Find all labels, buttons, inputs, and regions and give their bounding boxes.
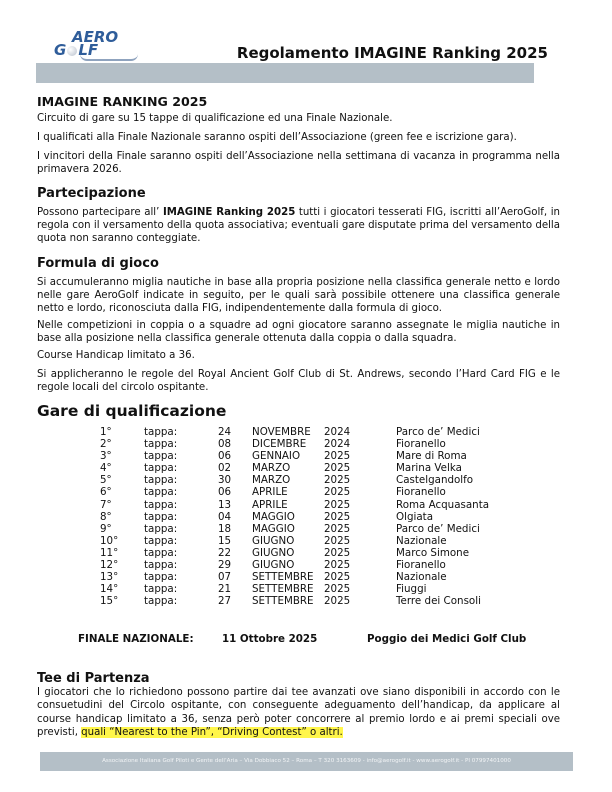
header-bar [36,63,534,83]
formula-heading: Formula di gioco [37,256,159,271]
race-label: tappa: [144,462,178,475]
intro-paragraph-1: Circuito di gare su 15 tappe di qualificazione ed una Finale Nazionale. [37,113,393,124]
race-venue: Fioranello [396,559,446,572]
partecipazione-paragraph [37,206,560,245]
race-venue: Fioranello [396,438,446,451]
race-label: tappa: [144,510,178,523]
race-venue: Nazionale [396,571,447,584]
race-label: tappa: [144,438,178,451]
race-venue: Castelgandolfo [396,474,474,487]
race-label: tappa: [144,534,178,547]
race-year: 2025 [324,546,351,559]
finale-label: FINALE NAZIONALE: [78,633,194,645]
race-venue: Fiuggi [396,583,427,596]
race-year: 2025 [324,522,351,535]
race-label: tappa: [144,595,178,608]
race-day: 18 [218,522,232,535]
race-year: 2025 [324,498,351,511]
race-venue: Marina Velka [396,462,462,475]
finale-date: 11 Ottobre 2025 [222,633,318,645]
race-number: 1° [100,426,112,438]
race-month: SETTEMBRE [252,595,314,608]
race-month: GIUGNO [252,534,295,547]
logo-line-aero: AERO [72,28,119,46]
finale-venue: Poggio dei Medici Golf Club [367,633,527,645]
race-month: MAGGIO [252,510,295,523]
race-month: GIUGNO [252,546,295,559]
race-venue: Mare di Roma [396,450,467,463]
race-venue: Parco de’ Medici [396,522,480,535]
race-day: 21 [218,583,232,596]
race-month: SETTEMBRE [252,571,314,584]
race-venue: Nazionale [396,534,447,547]
race-number: 4° [100,462,112,475]
intro-paragraph-2: I qualificati alla Finale Nazionale saranno ospiti dell’Associazione (green fee e iscrizione gara). [37,132,517,143]
race-day: 30 [218,474,232,487]
race-number: 14° [100,583,119,596]
race-day: 04 [218,510,232,523]
race-month: MAGGIO [252,522,295,535]
document-title: Regolamento IMAGINE Ranking 2025 [236,44,548,62]
race-number: 10° [100,534,119,547]
race-number: 7° [100,498,112,511]
race-month: APRILE [252,498,288,511]
race-day: 06 [218,450,232,463]
race-year: 2024 [324,426,351,438]
tee-paragraph [37,686,560,739]
race-number: 15° [100,595,119,608]
race-month: GIUGNO [252,559,295,572]
race-venue: Parco de’ Medici [396,426,480,438]
race-month: NOVEMBRE [252,426,311,438]
gare-heading: Gare di qualificazione [37,402,227,420]
race-year: 2025 [324,534,351,547]
race-venue: Terre dei Consoli [396,595,481,608]
race-year: 2025 [324,450,351,463]
race-year: 2025 [324,510,351,523]
race-month: APRILE [252,486,288,499]
race-year: 2025 [324,462,351,475]
race-number: 2° [100,438,112,451]
race-year: 2025 [324,595,351,608]
partecipazione-heading: Partecipazione [37,186,146,201]
race-day: 22 [218,546,232,559]
race-year: 2025 [324,571,351,584]
race-year: 2024 [324,438,351,451]
race-number: 12° [100,559,119,572]
formula-paragraph-2: Nelle competizioni in coppia o a squadre ad ogni giocatore saranno assegnate le miglia nautiche in base alla posizione nella classifica generale ottenuta dalla coppia o dalla squadra. [37,320,560,345]
race-month: MARZO [252,462,291,475]
race-label: tappa: [144,474,178,487]
race-venue: Olgiata [396,510,434,523]
logo-letters-lf: LF [78,41,99,59]
race-number: 3° [100,450,112,463]
race-day: 06 [218,486,232,499]
logo-letter-g: G [54,41,67,59]
intro-heading: IMAGINE RANKING 2025 [37,94,208,109]
race-day: 27 [218,595,232,608]
race-label: tappa: [144,559,178,572]
race-day: 07 [218,571,232,584]
race-label: tappa: [144,498,178,511]
race-day: 13 [218,498,232,511]
race-day: 08 [218,438,232,451]
formula-paragraph-1: Si accumuleranno miglia nautiche in base alla propria posizione nella classifica generale netto e lordo nelle gare AeroGolf indicate in seguito, per le quali sarà possibile ottenere una classifica generale netto e lordo, riconosciuta dalla FIG, indipendentemente dalla formula di gioco. [37,277,560,315]
race-month: MARZO [252,474,291,487]
tee-highlighted-text: quali “Nearest to the Pin”, “Driving Contest” o altri. [81,726,343,738]
formula-paragraph-3: Course Handicap limitato a 36. [37,350,195,361]
race-label: tappa: [144,571,178,584]
logo-swoosh-icon [80,54,138,61]
race-label: tappa: [144,486,178,499]
tee-heading: Tee di Partenza [37,671,150,686]
race-month: SETTEMBRE [252,583,314,596]
race-label: tappa: [144,450,178,463]
race-year: 2025 [324,474,351,487]
race-year: 2025 [324,559,351,572]
race-number: 13° [100,571,119,584]
race-venue: Marco Simone [396,546,470,559]
race-number: 6° [100,486,112,499]
tee-text: I giocatori che lo richiedono possono partire dai tee avanzati ove siano disponibili in accordo con le consuetudini del Circolo ospitante, con conseguente adeguamento dell’handicap, da applicare al course handicap limitato a 36, senza però poter concorrere al premio lordo e ai premi speciali ove previsti, [37,687,560,738]
race-year: 2025 [324,486,351,499]
race-label: tappa: [144,426,178,438]
aerogolf-logo [50,28,140,60]
formula-paragraph-4: Si applicheranno le regole del Royal Ancient Golf Club di St. Andrews, secondo l’Hard Card FIG e le regole locali del circolo ospitante. [37,369,560,394]
race-day: 15 [218,534,232,547]
race-year: 2025 [324,583,351,596]
race-number: 8° [100,510,112,523]
race-day: 24 [218,426,232,438]
intro-paragraph-3: I vincitori della Finale saranno ospiti dell’Associazione nella settimana di vacanza in programma nella primavera 2026. [37,151,560,176]
race-number: 5° [100,474,112,487]
race-label: tappa: [144,546,178,559]
partecipazione-text-start: Possono partecipare all’ [37,207,163,218]
race-month: GENNAIO [252,450,301,463]
race-venue: Fioranello [396,486,446,499]
partecipazione-text-end: tutti i giocatori tesserati FIG, iscritti all’AeroGolf, in regola con il versamento della quota associativa; eventuali gare disputate prima del versamento della quota non saranno conteggiate. [37,207,560,245]
race-number: 9° [100,522,112,535]
race-day: 02 [218,462,232,475]
race-venue: Roma Acquasanta [396,498,490,511]
race-label: tappa: [144,522,178,535]
race-month: DICEMBRE [252,438,307,451]
golf-ball-icon [67,46,77,56]
race-day: 29 [218,559,232,572]
footer-bar: Associazione Italiana Golf Piloti e Gente dell’Aria – Via Dobbiaco 52 – Roma – T 320 3163609 - info@aerogolf.it - www.aerogolf.it - PI 07997401000 [40,752,573,771]
race-label: tappa: [144,583,178,596]
race-number: 11° [100,546,119,559]
partecipazione-text-bold: IMAGINE Ranking 2025 [162,207,296,218]
